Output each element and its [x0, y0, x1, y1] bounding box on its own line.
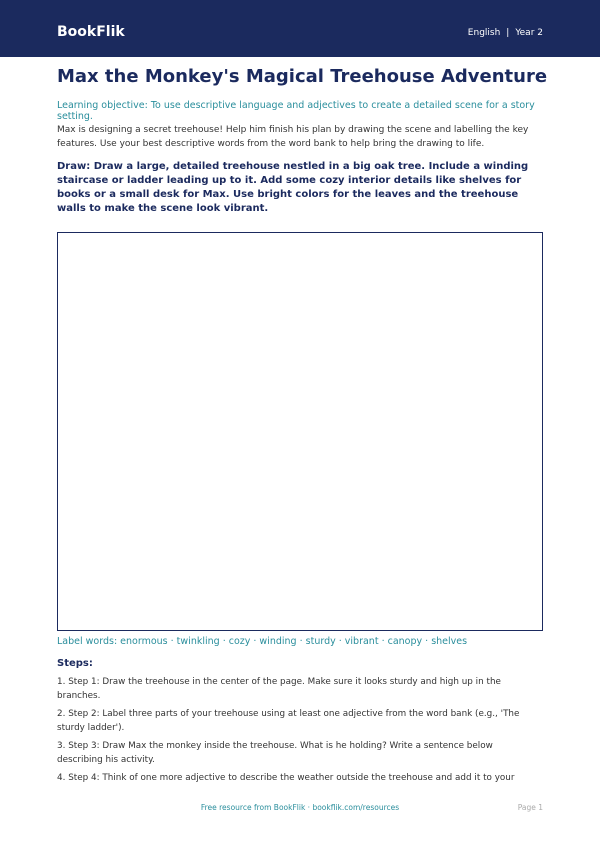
learning-objective: Learning objective: To use descriptive language and adjectives to create a detailed scene for a story setting. — [57, 100, 535, 122]
step-item: 4. Step 4: Think of one more adjective to describe the weather outside the treehouse and add it to your — [57, 773, 515, 783]
steps-heading: Steps: — [57, 658, 93, 669]
header-meta — [468, 28, 543, 38]
step-item: 3. Step 3: Draw Max the monkey inside the treehouse. What is he holding? Write a sentence below describing his activity. — [57, 741, 493, 765]
step-item: 2. Step 2: Label three parts of your treehouse using at least one adjective from the word bank (e.g., 'The sturdy ladder'). — [57, 709, 520, 733]
page-title: Max the Monkey's Magical Treehouse Adventure — [57, 66, 548, 87]
draw-instruction: Draw: Draw a large, detailed treehouse nestled in a big oak tree. Include a winding staircase or ladder leading up to it. Add some cozy interior details like shelves for books or a small desk for Max. Use bright colors for the leaves and the treehouse walls to make the scene look vibrant. — [57, 161, 529, 214]
drawing-area[interactable] — [57, 232, 543, 631]
subject-label: English — [467, 28, 501, 38]
steps-list — [57, 676, 537, 791]
intro-text: Max is designing a secret treehouse! Help him finish his plan by drawing the scene and labelling the key features. Use your best descriptive words from the word bank to help bring the drawing to life. — [57, 125, 529, 149]
word-bank: Label words: enormous · twinkling · cozy · winding · sturdy · vibrant · canopy · shelves — [57, 636, 468, 647]
step-item: 1. Step 1: Draw the treehouse in the center of the page. Make sure it looks sturdy and high up in the branches. — [57, 677, 501, 701]
header-bar — [0, 0, 600, 57]
brand-logo[interactable]: BookFlik — [57, 24, 125, 40]
meta-separator: | — [506, 28, 510, 38]
year-label: Year 2 — [515, 28, 543, 38]
page-number: Page 1 — [517, 803, 543, 812]
footer-credit[interactable]: Free resource from BookFlik · bookflik.com/resources — [200, 803, 400, 812]
